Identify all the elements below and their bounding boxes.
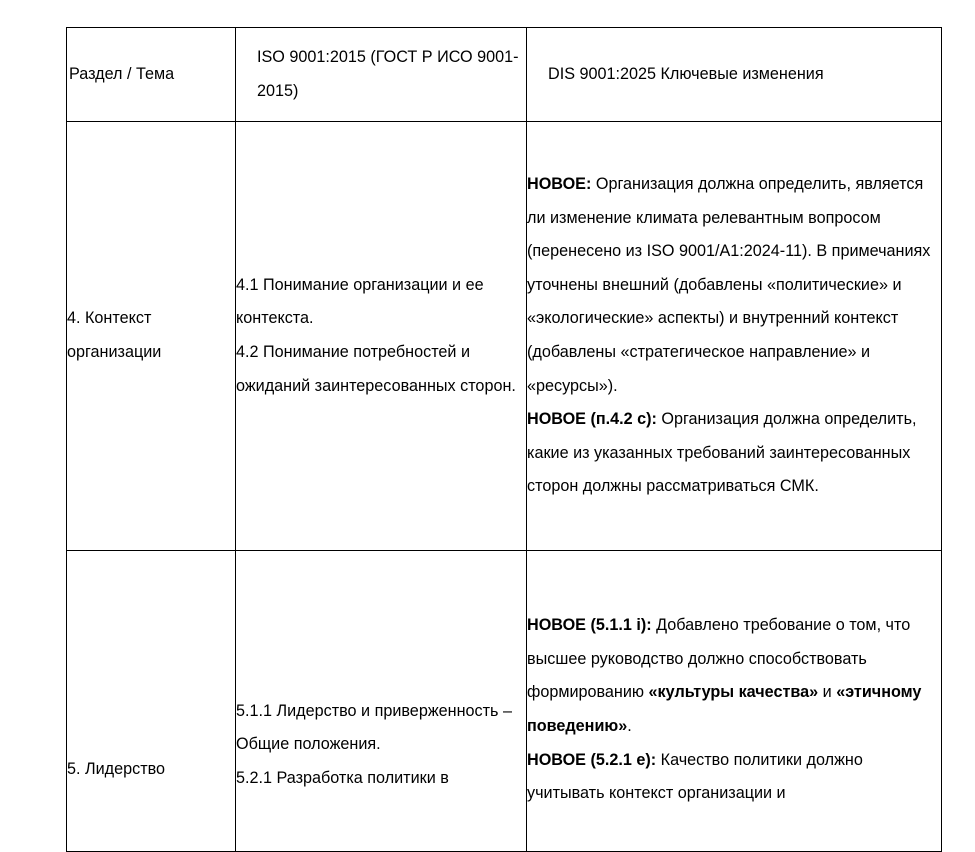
quality-culture-term: «культуры качества» bbox=[648, 683, 819, 702]
dis-text: Добавлено требование о том, что высшее руководство должно способствовать формированию bbox=[527, 616, 911, 702]
ethical-behavior-term: «этичному поведению» bbox=[527, 683, 922, 735]
dis-text: Качество политики должно учитывать контекст организации и bbox=[527, 750, 863, 803]
iso-clause: 5.1.1 Лидерство и приверженность – Общие положения. bbox=[236, 701, 512, 754]
header-iso: ISO 9001:2015 (ГОСТ Р ИСО 9001-2015) bbox=[236, 28, 527, 122]
dis-paragraph bbox=[527, 168, 941, 403]
dis-text: Организация должна определить, какие из указанных требований заинтересованных сторон должны рассматриваться СМК. bbox=[527, 410, 917, 496]
new-label: НОВОЕ (п.4.2 c): bbox=[527, 410, 657, 429]
iso-clause: 4.2 Понимание потребностей и ожиданий заинтересованных сторон. bbox=[236, 343, 516, 395]
table-row bbox=[67, 122, 942, 551]
dis-text: и bbox=[818, 683, 837, 702]
header-row bbox=[67, 28, 942, 122]
dis-cell bbox=[527, 551, 942, 852]
iso-clause: 4.1 Понимание организации и ее контекста. bbox=[236, 275, 484, 328]
table-row bbox=[67, 551, 942, 852]
topic-cell: 4. Контекст организации bbox=[67, 122, 236, 551]
comparison-table bbox=[66, 27, 942, 852]
dis-paragraph bbox=[527, 609, 941, 743]
dis-paragraph bbox=[527, 744, 941, 811]
new-label: НОВОЕ (5.1.1 i): bbox=[527, 616, 652, 635]
dis-text: . bbox=[627, 717, 632, 735]
dis-text: Организация должна определить, является ли изменение климата релевантным вопросом (перенесено из ISO 9001/A1:2024-11). В примечаниях уточнены внешний (добавлены «политические» и «экологические» аспекты) и внутренний контекст (добавлены «стратегическое направление» и «ресурсы»). bbox=[527, 175, 931, 395]
dis-block bbox=[527, 591, 941, 811]
new-label: НОВОЕ: bbox=[527, 175, 592, 194]
iso-cell bbox=[236, 551, 527, 852]
header-dis: DIS 9001:2025 Ключевые изменения bbox=[527, 28, 942, 122]
new-label: НОВОЕ (5.2.1 e): bbox=[527, 750, 657, 769]
topic-text: 5. Лидерство bbox=[67, 759, 166, 778]
iso-block bbox=[236, 607, 526, 796]
iso-cell bbox=[236, 122, 527, 551]
topic-cell bbox=[67, 551, 236, 852]
header-topic: Раздел / Тема bbox=[67, 28, 236, 122]
dis-paragraph bbox=[527, 403, 941, 504]
iso-clause: 5.2.1 Разработка политики в bbox=[236, 768, 449, 787]
dis-cell bbox=[527, 122, 942, 551]
